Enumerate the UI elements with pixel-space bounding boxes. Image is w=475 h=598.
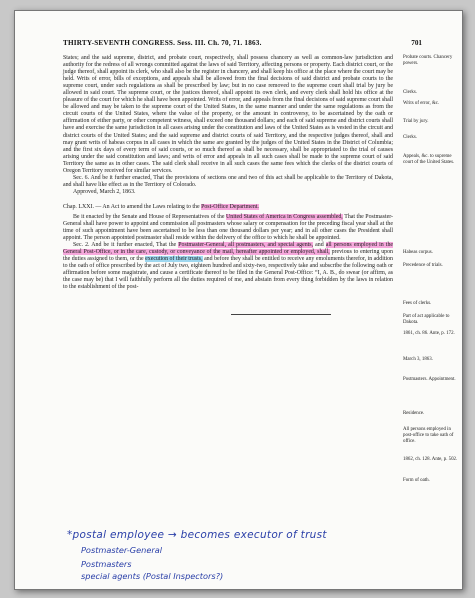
page-number: 701 <box>411 39 422 47</box>
margin-note: All persons employed in post-office to take oath of office. <box>403 427 454 444</box>
running-title: THIRTY-SEVENTH CONGRESS. Sess. III. Ch. 70, 71. 1863. <box>63 39 262 47</box>
enacting-text-b: That the Postmaster-General shall have power to appoint and commission all postmasters whose salary or compensation for the preceding fiscal year shall at the time of such appointment have been ascertained to be less than one thousand dollars per year; and in all other cases the President shall appoint. The person appointed postmaster shall reside within the delivery of the office to which he shall be appointed. <box>63 213 394 242</box>
margin-note: Form of oath. <box>403 478 430 483</box>
sec2-text-d: and before they shall be entitled to receive any emoluments therefor, in addition to the oath of office prescribed by the act of July two, eighteen hundred and sixty-two, respectively take and subscribe the following oath or affirmation before some magistrate, and cause a certificate thereof to be filed in the General Post-Office: “I, A. B., do swear (or affirm, as the case may be) that I will faithfully perform all the duties required of me, and abstain from every thing forbidden by the laws in relation to the establishment of the post- <box>63 256 393 291</box>
handwritten-line: special agents (Postal Inspectors?) <box>81 571 224 581</box>
highlight-postmaster-general: Postmaster-General, all postmasters, and special agents, <box>178 242 314 249</box>
margin-note: Appeals, &c. to supreme court of the United States. <box>403 154 455 165</box>
margin-note: Clerks. <box>403 90 417 95</box>
page-header <box>63 39 422 49</box>
highlight-post-office-department: Post-Office Department. <box>201 203 259 210</box>
margin-note: 1861, ch. 86. Ante, p. 172. <box>403 331 455 336</box>
paragraph-enacting <box>63 214 393 242</box>
margin-note: Part of act applicable to Dakota. <box>403 314 450 325</box>
chapter-title-text: Chap. LXXI. — An Act to amend the Laws relating to the <box>63 203 202 210</box>
handwritten-annotation <box>67 529 407 589</box>
chapter-title <box>63 204 393 211</box>
approved-line: Approved, March 2, 1863. <box>73 188 136 195</box>
highlight-execution-of-trusts: execution of their trusts, <box>145 256 203 263</box>
sec2-text-b: and <box>313 242 326 249</box>
paragraph-sec2 <box>63 242 393 291</box>
margin-note: Writs of error, &c. <box>403 101 440 106</box>
margin-note: Residence. <box>403 411 425 416</box>
handwritten-line: Postmaster-General <box>81 545 163 555</box>
handwritten-line: Postmasters <box>81 559 132 569</box>
margin-note: Fees of clerks. <box>403 301 432 306</box>
margin-note: Precedence of trials. <box>403 263 443 268</box>
highlight-all-persons-employed: all persons employed in the General Post-Office, or in the care, custody, or conveyance of the mail, hereafter appointed or employed, shall, <box>63 242 394 256</box>
sec2-text-a: Sec. 2. And be it further enacted, That the <box>73 242 179 249</box>
enacting-text-a: Be it enacted by the Senate and House of Representatives of the <box>73 213 227 220</box>
paragraph-sec6: Sec. 6. And be it further enacted, That the provisions of sections one and two of this act shall be applicable to the Territory of Dakota, and shall have like effect as in the Territory of Colorado. <box>63 174 393 188</box>
margin-note: March 3, 1863. <box>403 357 433 362</box>
sec2-text-c: previous to entering upon the duties assigned to them, or the <box>63 249 393 263</box>
highlight-congress-assembled: United States of America in Congress assembled, <box>226 213 343 220</box>
section-divider <box>231 314 331 315</box>
handwritten-line: *postal employee → becomes executor of trust <box>67 529 327 541</box>
margin-note: 1862, ch. 128. Ante, p. 502. <box>403 457 458 462</box>
margin-note: Clerks. <box>403 135 417 140</box>
margin-note: Trial by jury. <box>403 119 429 124</box>
margin-note: Postmasters. Appointment. <box>403 377 456 382</box>
page-body <box>63 55 393 292</box>
margin-note: Habeas corpus. <box>403 250 433 255</box>
document-page <box>14 10 463 590</box>
margin-note: Probate courts. Chancery powers. <box>403 55 453 66</box>
paragraph-sec5-cont: States; and the said supreme, district, and probate court, respectively, shall possess chancery as well as common-law jurisdiction and authority for the redress of all wrongs committed against the laws of said Territory, affecting persons or property. Each district court, or the judge thereof, shall appoint its clerk, who shall also be the register in chancery, and shall keep his office at the place where the court may be held. Writs of error, bills of exceptions, and appeals shall be allowed from the final decisions of said district and probate courts to the supreme court, under such regulations as shall be prescribed by law; but in no case removed to the supreme court shall trial by jury be allowed in said court. The supreme court, or the justices thereof, shall appoint its own clerk, and every clerk shall hold his office at the pleasure of the court for which he shall have been appointed. Writs of error, and appeals from the final decisions of said supreme court shall be allowed and may be taken to the supreme court of the United States, in the same manner and under the same regulations as from the circuit courts of the United States, where the value of the property, or the amount in controversy, to be ascertained by the oath or affirmation of either party, or other competent witness, shall exceed one thousand dollars; and each of said supreme and district courts shall have and exercise the same jurisdiction in all cases arising under the constitution and laws of the United States as is vested in the circuit and district courts of the United States; and the said supreme and district courts of said Territory, and the respective judges thereof, shall and may grant writs of habeas corpus in all cases in which the same are granted by the judges of the United States in the District of Columbia; and the first six days of every term of said courts, or so much thereof as shall be necessary, shall be appropriated to the trial of causes arising under the said constitution and laws; and writs of error and appeals in all such cases shall be made to the supreme court of said Territory the same as in other cases. The said clerk shall receive in all such cases the same fees which the clerks of the district courts of Oregon Territory received for similar services. <box>63 55 393 174</box>
